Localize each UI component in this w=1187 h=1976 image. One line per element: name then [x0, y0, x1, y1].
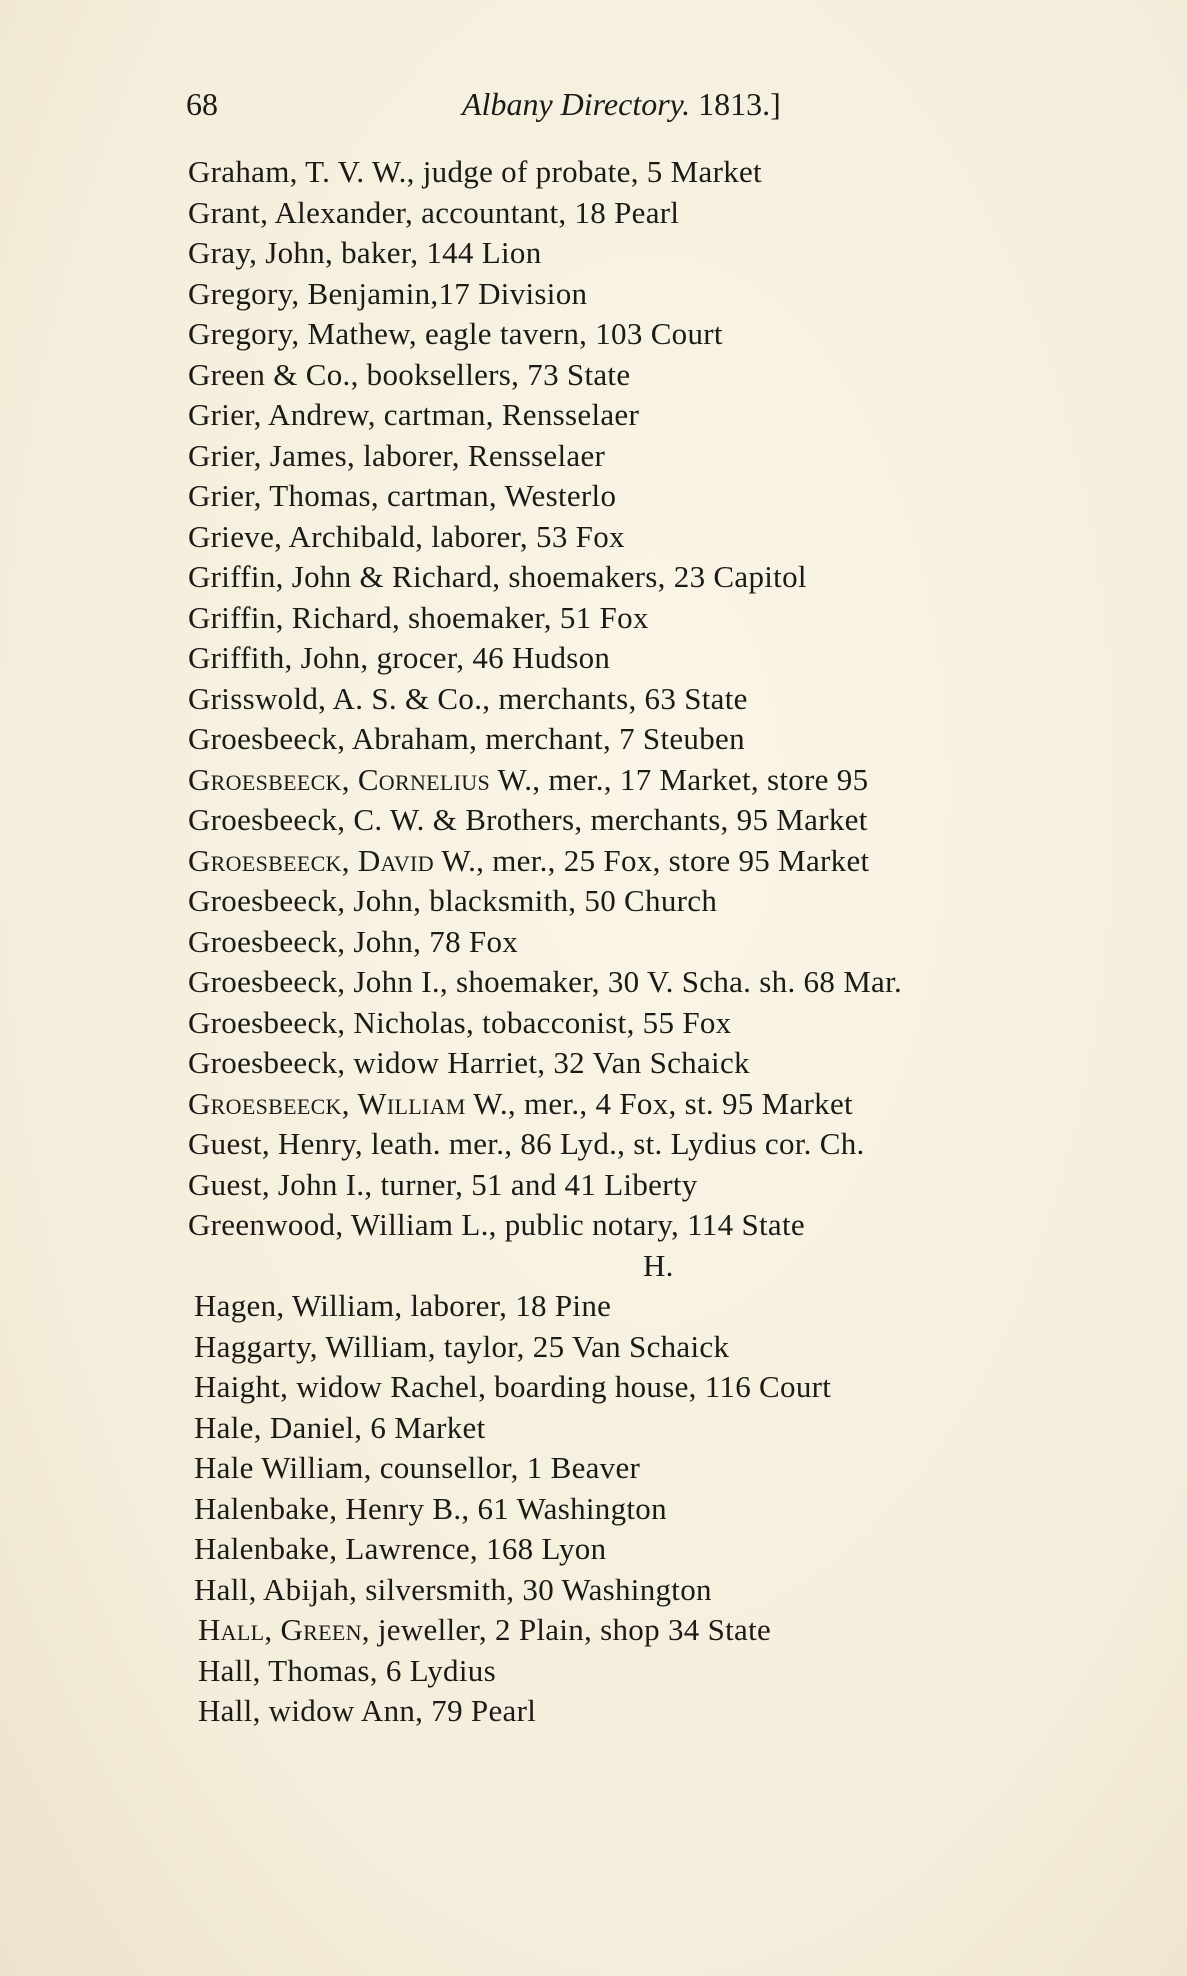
list-item: Grant, Alexander, accountant, 18 Pearl — [188, 194, 680, 230]
list-item: Haight, widow Rachel, boarding house, 116 Court — [194, 1369, 832, 1404]
list-item: Graham, T. V. W., judge of probate, 5 Market — [188, 154, 762, 189]
entry-name-small-caps: Groesbeeck, William — [188, 1085, 466, 1121]
list-item: Guest, Henry, leath. mer., 86 Lyd., st. Lydius cor. Ch. — [188, 1126, 865, 1161]
list-item: Griffin, John & Richard, shoemakers, 23 Capitol — [188, 559, 807, 594]
list-item: Hall, Abijah, silversmith, 30 Washington — [194, 1571, 712, 1607]
list-item: Haggarty, William, taylor, 25 Van Schaick — [194, 1328, 730, 1364]
list-item: Grisswold, A. S. & Co., merchants, 63 State — [188, 680, 748, 716]
list-item: Groesbeeck, John, 78 Fox — [188, 923, 519, 959]
list-item: Groesbeeck, widow Harriet, 32 Van Schaick — [188, 1045, 750, 1080]
list-item: Halenbake, Henry B., 61 Washington — [194, 1490, 667, 1526]
entry-name-small-caps: Hall, Green — [198, 1612, 362, 1647]
entry-name-small-caps: Groesbeeck, David — [188, 842, 434, 878]
list-item: Hall, widow Ann, 79 Pearl — [198, 1693, 537, 1728]
directory-entries — [188, 152, 1148, 1732]
entry-name-small-caps: Groesbeeck, Cornelius — [188, 761, 490, 797]
list-item: Groesbeeck, Cornelius W., mer., 17 Market, store 95 — [188, 761, 869, 797]
list-item: Halenbake, Lawrence, 168 Lyon — [194, 1531, 607, 1566]
list-item: Greenwood, William L., public notary, 114 State — [188, 1207, 805, 1242]
list-item: Green & Co., booksellers, 73 State — [188, 356, 631, 392]
running-head — [462, 82, 781, 126]
list-item: Guest, John I., turner, 51 and 41 Liberty — [188, 1166, 698, 1202]
list-item: Gregory, Benjamin,17 Division — [188, 275, 588, 311]
list-item: Groesbeeck, John, blacksmith, 50 Church — [188, 883, 718, 918]
list-item: Groesbeeck, Abraham, merchant, 7 Steuben — [188, 721, 745, 756]
page-number: 68 — [186, 86, 218, 122]
list-item: Hale William, counsellor, 1 Beaver — [194, 1450, 641, 1485]
list-item: Grier, Thomas, cartman, Westerlo — [188, 478, 617, 513]
list-item: Groesbeeck, C. W. & Brothers, merchants, 95 Market — [188, 802, 868, 837]
page-header — [186, 82, 906, 126]
list-item: Griffin, Richard, shoemaker, 51 Fox — [188, 599, 649, 635]
list-item: Hall, Thomas, 6 Lydius — [198, 1652, 496, 1688]
section-letter: H. — [643, 1247, 674, 1283]
list-item: Groesbeeck, John I., shoemaker, 30 V. Scha. sh. 68 Mar. — [188, 964, 903, 999]
list-item: Griffith, John, grocer, 46 Hudson — [188, 640, 611, 675]
list-item: Hall, Green, jeweller, 2 Plain, shop 34 State — [198, 1612, 772, 1647]
list-item: Groesbeeck, William W., mer., 4 Fox, st. 95 Market — [188, 1085, 853, 1121]
list-item: Hagen, William, laborer, 18 Pine — [194, 1288, 612, 1323]
list-item: Grieve, Archibald, laborer, 53 Fox — [188, 518, 625, 554]
list-item: Hale, Daniel, 6 Market — [194, 1409, 486, 1445]
running-head-title: Albany Directory. — [462, 86, 691, 122]
list-item: Gregory, Mathew, eagle tavern, 103 Court — [188, 316, 723, 351]
list-item: Grier, Andrew, cartman, Rensselaer — [188, 397, 640, 432]
running-head-year: 1813.] — [698, 86, 781, 122]
list-item: Groesbeeck, Nicholas, tobacconist, 55 Fox — [188, 1004, 732, 1040]
list-item: Gray, John, baker, 144 Lion — [188, 235, 542, 270]
list-item: Groesbeeck, David W., mer., 25 Fox, store 95 Market — [188, 842, 870, 878]
list-item: Grier, James, laborer, Rensselaer — [188, 437, 606, 473]
